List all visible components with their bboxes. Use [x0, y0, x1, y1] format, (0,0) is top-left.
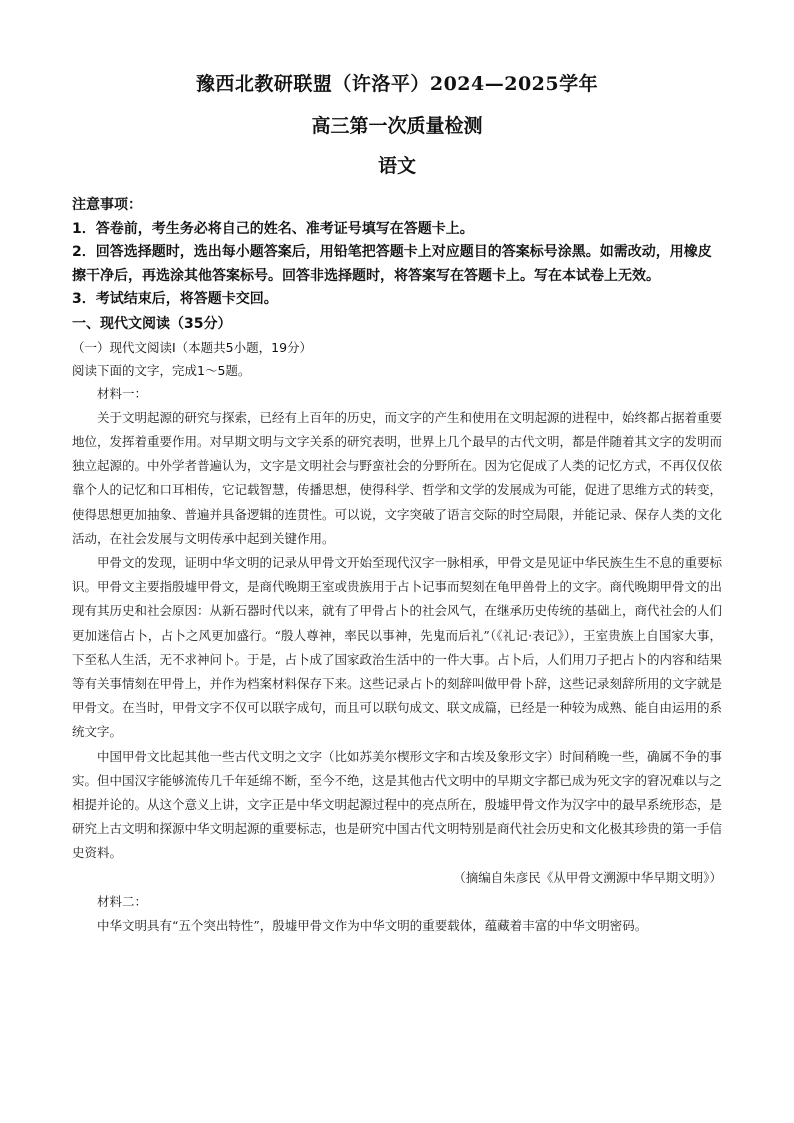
exam-subject: 语文 — [377, 155, 416, 177]
section-subheading: （一）现代文阅读Ⅰ（本题共5小题，19分） — [72, 339, 313, 355]
notes-heading: 注意事项： — [72, 197, 142, 213]
material-1-paragraph-2: 甲骨文的发现，证明中华文明的记录从甲骨文开始至现代汉字一脉相承，甲骨文是见证中华民族生生不息的重要标识。甲骨文主要指殷墟甲骨文，是商代晚期王室或贵族用于占卜记事而契刻在龟甲兽骨上的文字。商代晚期甲骨文的出现有其历史和社会原因：从新石器时代以来，就有了甲骨占卜的社会风气，在继承历史传统的基础上，商代社会的人们更加迷信占卜，占卜之风更加盛行。“殷人尊神，率民以事神，先鬼而后礼”（《礼记·表记》），王室贵族上自国家大事，下至私人生活，无不求神问卜。于是，占卜成了国家政治生活中的一件大事。占卜后，人们用刀子把占卜的内容和结果等有关事情刻在甲骨上，并作为档案材料保存下来。这些记录占卜的刻辞叫做甲骨卜辞，这些记录刻辞所用的文字就是甲骨文。在当时，甲骨文字不仅可以联字成句，而且可以联句成文、联文成篇，已经是一种较为成熟、能自由运用的系统文字。 — [72, 554, 723, 740]
material-1-paragraph-3: 中国甲骨文比起其他一些古代文明之文字（比如苏美尔楔形文字和古埃及象形文字）时间稍晚一些，确属不争的事实。但中国汉字能够流传几千年延绵不断，至今不绝，这是其他古代文明中的早期文字都已成为死文字的窘况难以与之相提并论的。从这个意义上讲，文字正是中华文明起源过程中的亮点所在，殷墟甲骨文作为汉字中的最早系统形态，是研究上古文明和探源中华文明起源的重要标志，也是研究中国古代文明特别是商代社会历史和文化极其珍贵的第一手信史资料。 — [72, 748, 723, 861]
exam-title: 豫西北教研联盟（许洛平）2024—2025学年 — [195, 73, 599, 95]
exam-subtitle: 高三第一次质量检测 — [311, 115, 483, 137]
notes-item-3: 3．考试结束后，将答题卡交回。 — [72, 291, 278, 307]
exam-notes — [72, 194, 722, 336]
section-instruction: 阅读下面的文字，完成1～5题。 — [72, 362, 251, 378]
material-2-paragraph-1: 中华文明具有“五个突出特性”，殷墟甲骨文作为中华文明的重要载体，蕴藏着丰富的中华文明密码。 — [97, 917, 648, 933]
material-2-label: 材料二： — [97, 893, 148, 909]
notes-item-2: 2．回答选择题时，选出每小题答案后，用铅笔把答题卡上对应题目的答案标号涂黑。如需改动，用橡皮擦干净后，再选涂其他答案标号。回答非选择题时，将答案写在答题卡上。写在本试卷上无效。 — [72, 244, 712, 284]
section-heading: 一、现代文阅读（35分） — [72, 315, 232, 332]
exam-header — [72, 70, 722, 180]
material-1-source: （摘编自朱彦民《从甲骨文溯源中华早期文明》） — [453, 869, 722, 885]
notes-item-1: 1．答卷前，考生务必将自己的姓名、准考证号填写在答题卡上。 — [72, 220, 474, 237]
material-1-paragraph-1: 关于文明起源的研究与探索，已经有上百年的历史，而文字的产生和使用在文明起源的进程中，始终都占据着重要地位，发挥着重要作用。对早期文明与文字关系的研究表明，世界上几个最早的古代文明，都是伴随着其文字的发明而独立起源的。中外学者普遍认为，文字是文明社会与野蛮社会的分野所在。因为它促成了人类的记忆方式，不再仅仅依靠个人的记忆和口耳相传，它记载智慧，传播思想，使得科学、哲学和文学的发展成为可能，促进了思维方式的转变，使得思想更加抽象、普遍并具备逻辑的连贯性。可以说，文字突破了语言交际的时空局限，并能记录、保存人类的文化活动，在社会发展与文明传承中起到关键作用。 — [72, 409, 723, 546]
reading-passage — [72, 382, 722, 939]
material-1-label: 材料一： — [97, 385, 148, 401]
